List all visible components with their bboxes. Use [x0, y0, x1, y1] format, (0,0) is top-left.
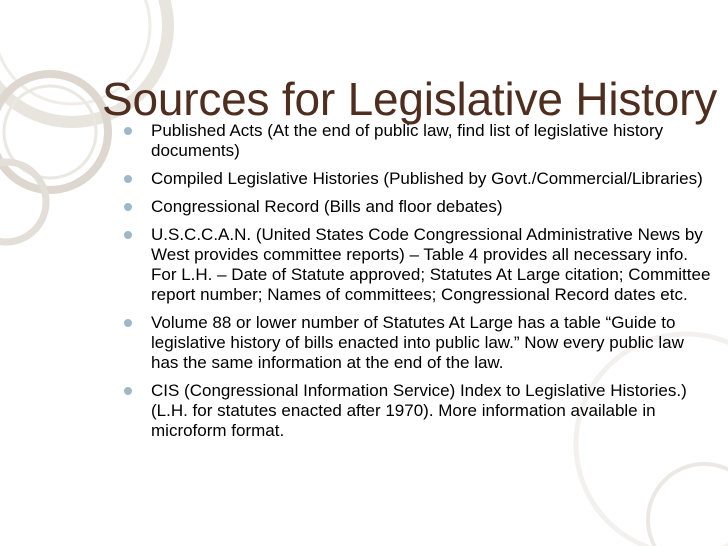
bullet-item: [122, 197, 712, 217]
circle-bullet-icon: [124, 127, 132, 135]
bullet-item: [122, 121, 712, 161]
middle-ring: [0, 74, 108, 190]
bullet-text: U.S.C.C.A.N. (United States Code Congressional Administrative News by West provides committee reports) – Table 4 provides all necessary info. For L.H. – Date of Statute approved; Statutes At Large citation; Committee report number; Names of committees; Congressional Record dates etc.: [151, 225, 711, 304]
bullet-item: [122, 169, 712, 189]
circle-bullet-icon: [124, 231, 132, 239]
circle-bullet-icon: [124, 319, 132, 327]
bullet-text: Congressional Record (Bills and floor debates): [151, 197, 503, 216]
circle-bullet-icon: [124, 387, 132, 395]
circle-bullet-icon: [124, 175, 132, 183]
bullet-text: Published Acts (At the end of public law, find list of legislative history documents): [151, 121, 664, 160]
bullet-list: [122, 121, 712, 449]
middle-ring-inner: [4, 86, 96, 178]
tiny-ring-inner: [648, 464, 728, 546]
bullet-text: Compiled Legislative Histories (Published by Govt./Commercial/Libraries): [151, 169, 703, 188]
bullet-item: [122, 381, 712, 441]
slide-title: Sources for Legislative History: [102, 73, 718, 125]
bullet-text: Volume 88 or lower number of Statutes At Large has a table “Guide to legislative history of bills enacted into public law.” Now every public law has the same information at the end of the law.: [151, 313, 684, 372]
circle-bullet-icon: [124, 203, 132, 211]
bullet-item: [122, 313, 712, 373]
small-ring: [0, 162, 46, 242]
bullet-item: [122, 225, 712, 305]
bullet-text: CIS (Congressional Information Service) Index to Legislative Histories.) (L.H. for statutes enacted after 1970). More information available in microform format.: [151, 381, 687, 440]
